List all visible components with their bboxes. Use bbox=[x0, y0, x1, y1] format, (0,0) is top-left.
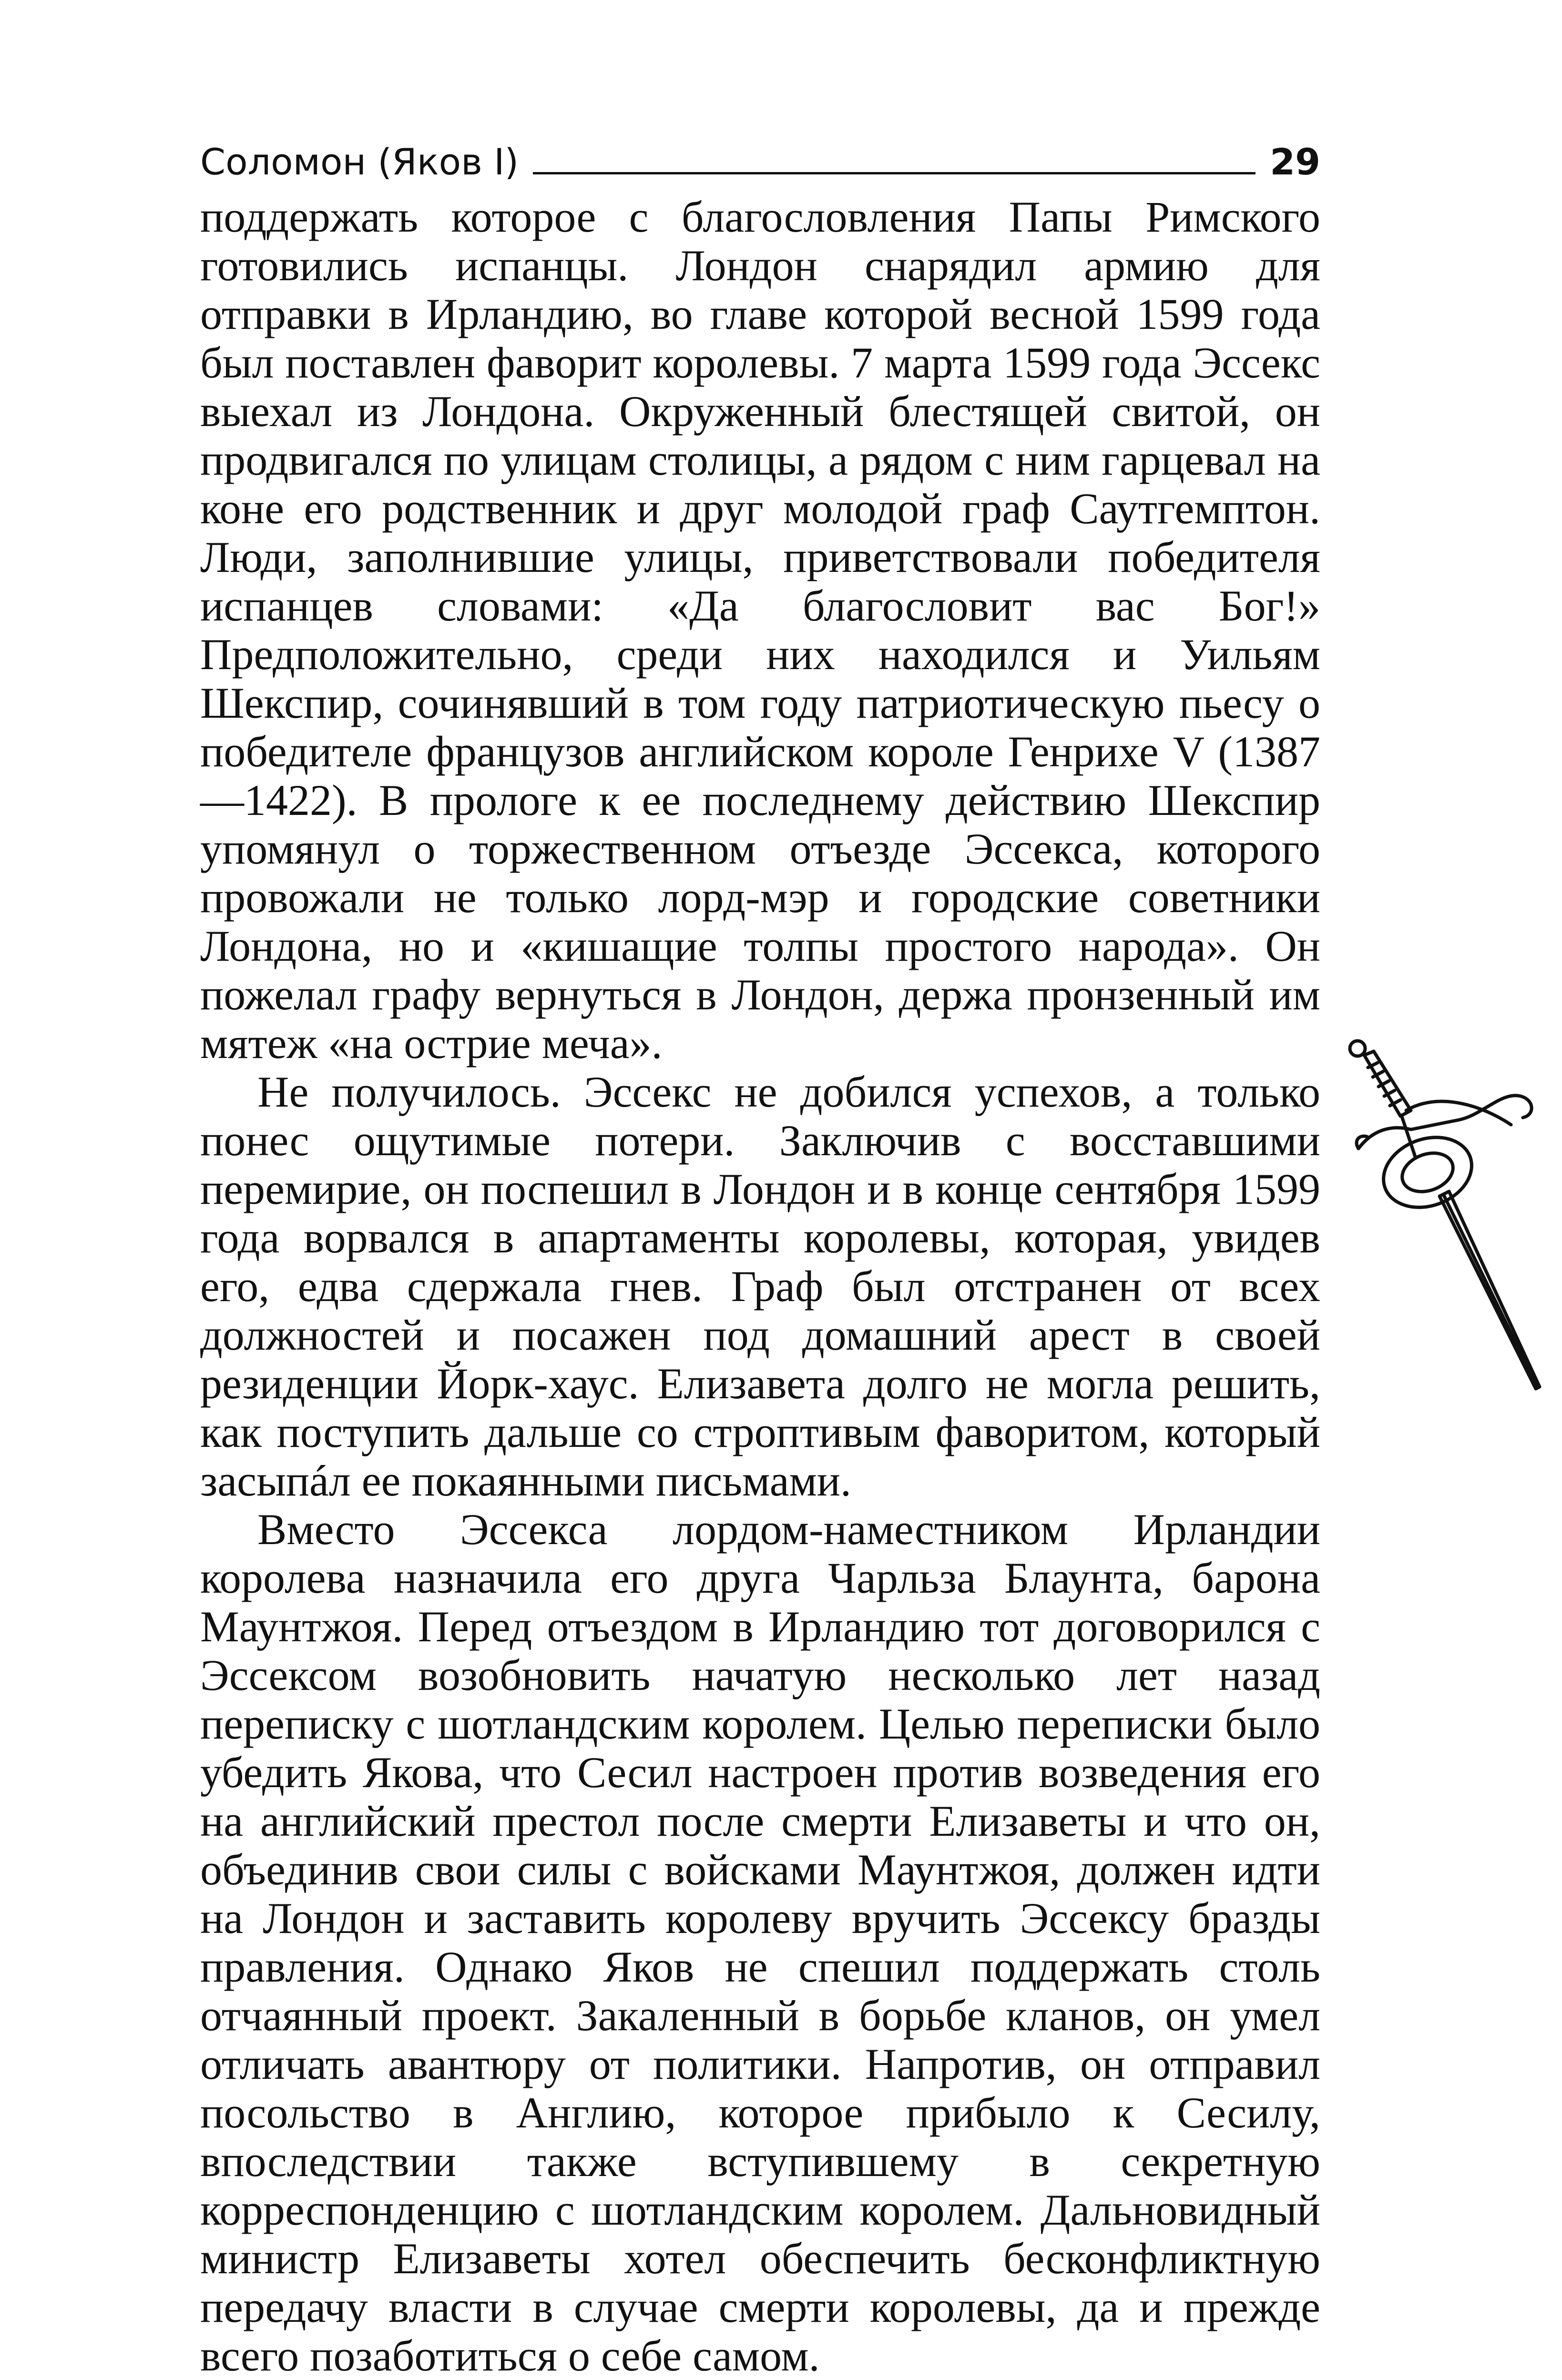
body-text bbox=[200, 193, 1320, 2380]
running-head bbox=[200, 128, 1320, 183]
paragraph-3: Вместо Эссекса лордом-наместником Ирландии королева назначила его друга Чарльза Блаунта, барона Маунтжоя. Перед отъездом в Ирландию тот договорился с Эссексом возобновить начатую несколько лет назад переписку с шотландским королем. Целью переписки было убедить Якова, что Сесил настроен против возведения его на английский престол после смерти Елизаветы и что он, объединив свои силы с войсками Маунтжоя, должен идти на Лондон и заставить королеву вручить Эссексу бразды правления. Однако Яков не спешил поддержать столь отчаянный проект. Закаленный в борьбе кланов, он умел отличать авантюру от политики. Напротив, он отправил посольство в Англию, которое прибыло к Сесилу, впоследствии также вступившему в секретную корреспонденцию с шотландским королем. Дальновидный министр Елизаветы хотел обеспечить бесконфликтную передачу власти в случае смерти королевы, да и прежде всего позаботиться о себе самом. bbox=[200, 1505, 1320, 2380]
running-title: Соломон (Яков I) bbox=[200, 141, 519, 183]
header-rule bbox=[533, 172, 1256, 174]
paragraph-2: Не получилось. Эссекс не добился успехов, а только понес ощутимые потери. Заключив с восставшими перемирие, он поспешил в Лондон и в конце сентября 1599 года ворвался в апартаменты королевы, которая, увидев его, едва сдержала гнев. Граф был отстранен от всех должностей и посажен под домашний арест в своей резиденции Йорк-хаус. Елизавета долго не могла решить, как поступить дальше со строптивым фаворитом, который засыпáл ее покаянными письмами. bbox=[200, 1068, 1320, 1505]
rapier-sword-icon bbox=[1339, 1034, 1549, 1396]
page-number: 29 bbox=[1270, 141, 1320, 183]
paragraph-1: поддержать которое с благословления Папы Римского готовились испанцы. Лондон снарядил армию для отправки в Ирландию, во главе которой весной 1599 года был поставлен фаворит королевы. 7 марта 1599 года Эссекс выехал из Лондона. Окруженный блестящей свитой, он продвигался по улицам столицы, а рядом с ним гарцевал на коне его родственник и друг молодой граф Саутгемптон. Люди, заполнившие улицы, приветствовали победителя испанцев словами: «Да благословит вас Бог!» Предположительно, среди них находился и Уильям Шекспир, сочинявший в том году патриотическую пьесу о победителе французов английском короле Генрихе V (1387—1422). В прологе к ее последнему действию Шекспир упомянул о торжественном отъезде Эссекса, которого провожали не только лорд-мэр и городские советники Лондона, но и «кишащие толпы простого народа». Он пожелал графу вернуться в Лондон, держа пронзенный им мятеж «на острие меча». bbox=[200, 193, 1320, 1068]
